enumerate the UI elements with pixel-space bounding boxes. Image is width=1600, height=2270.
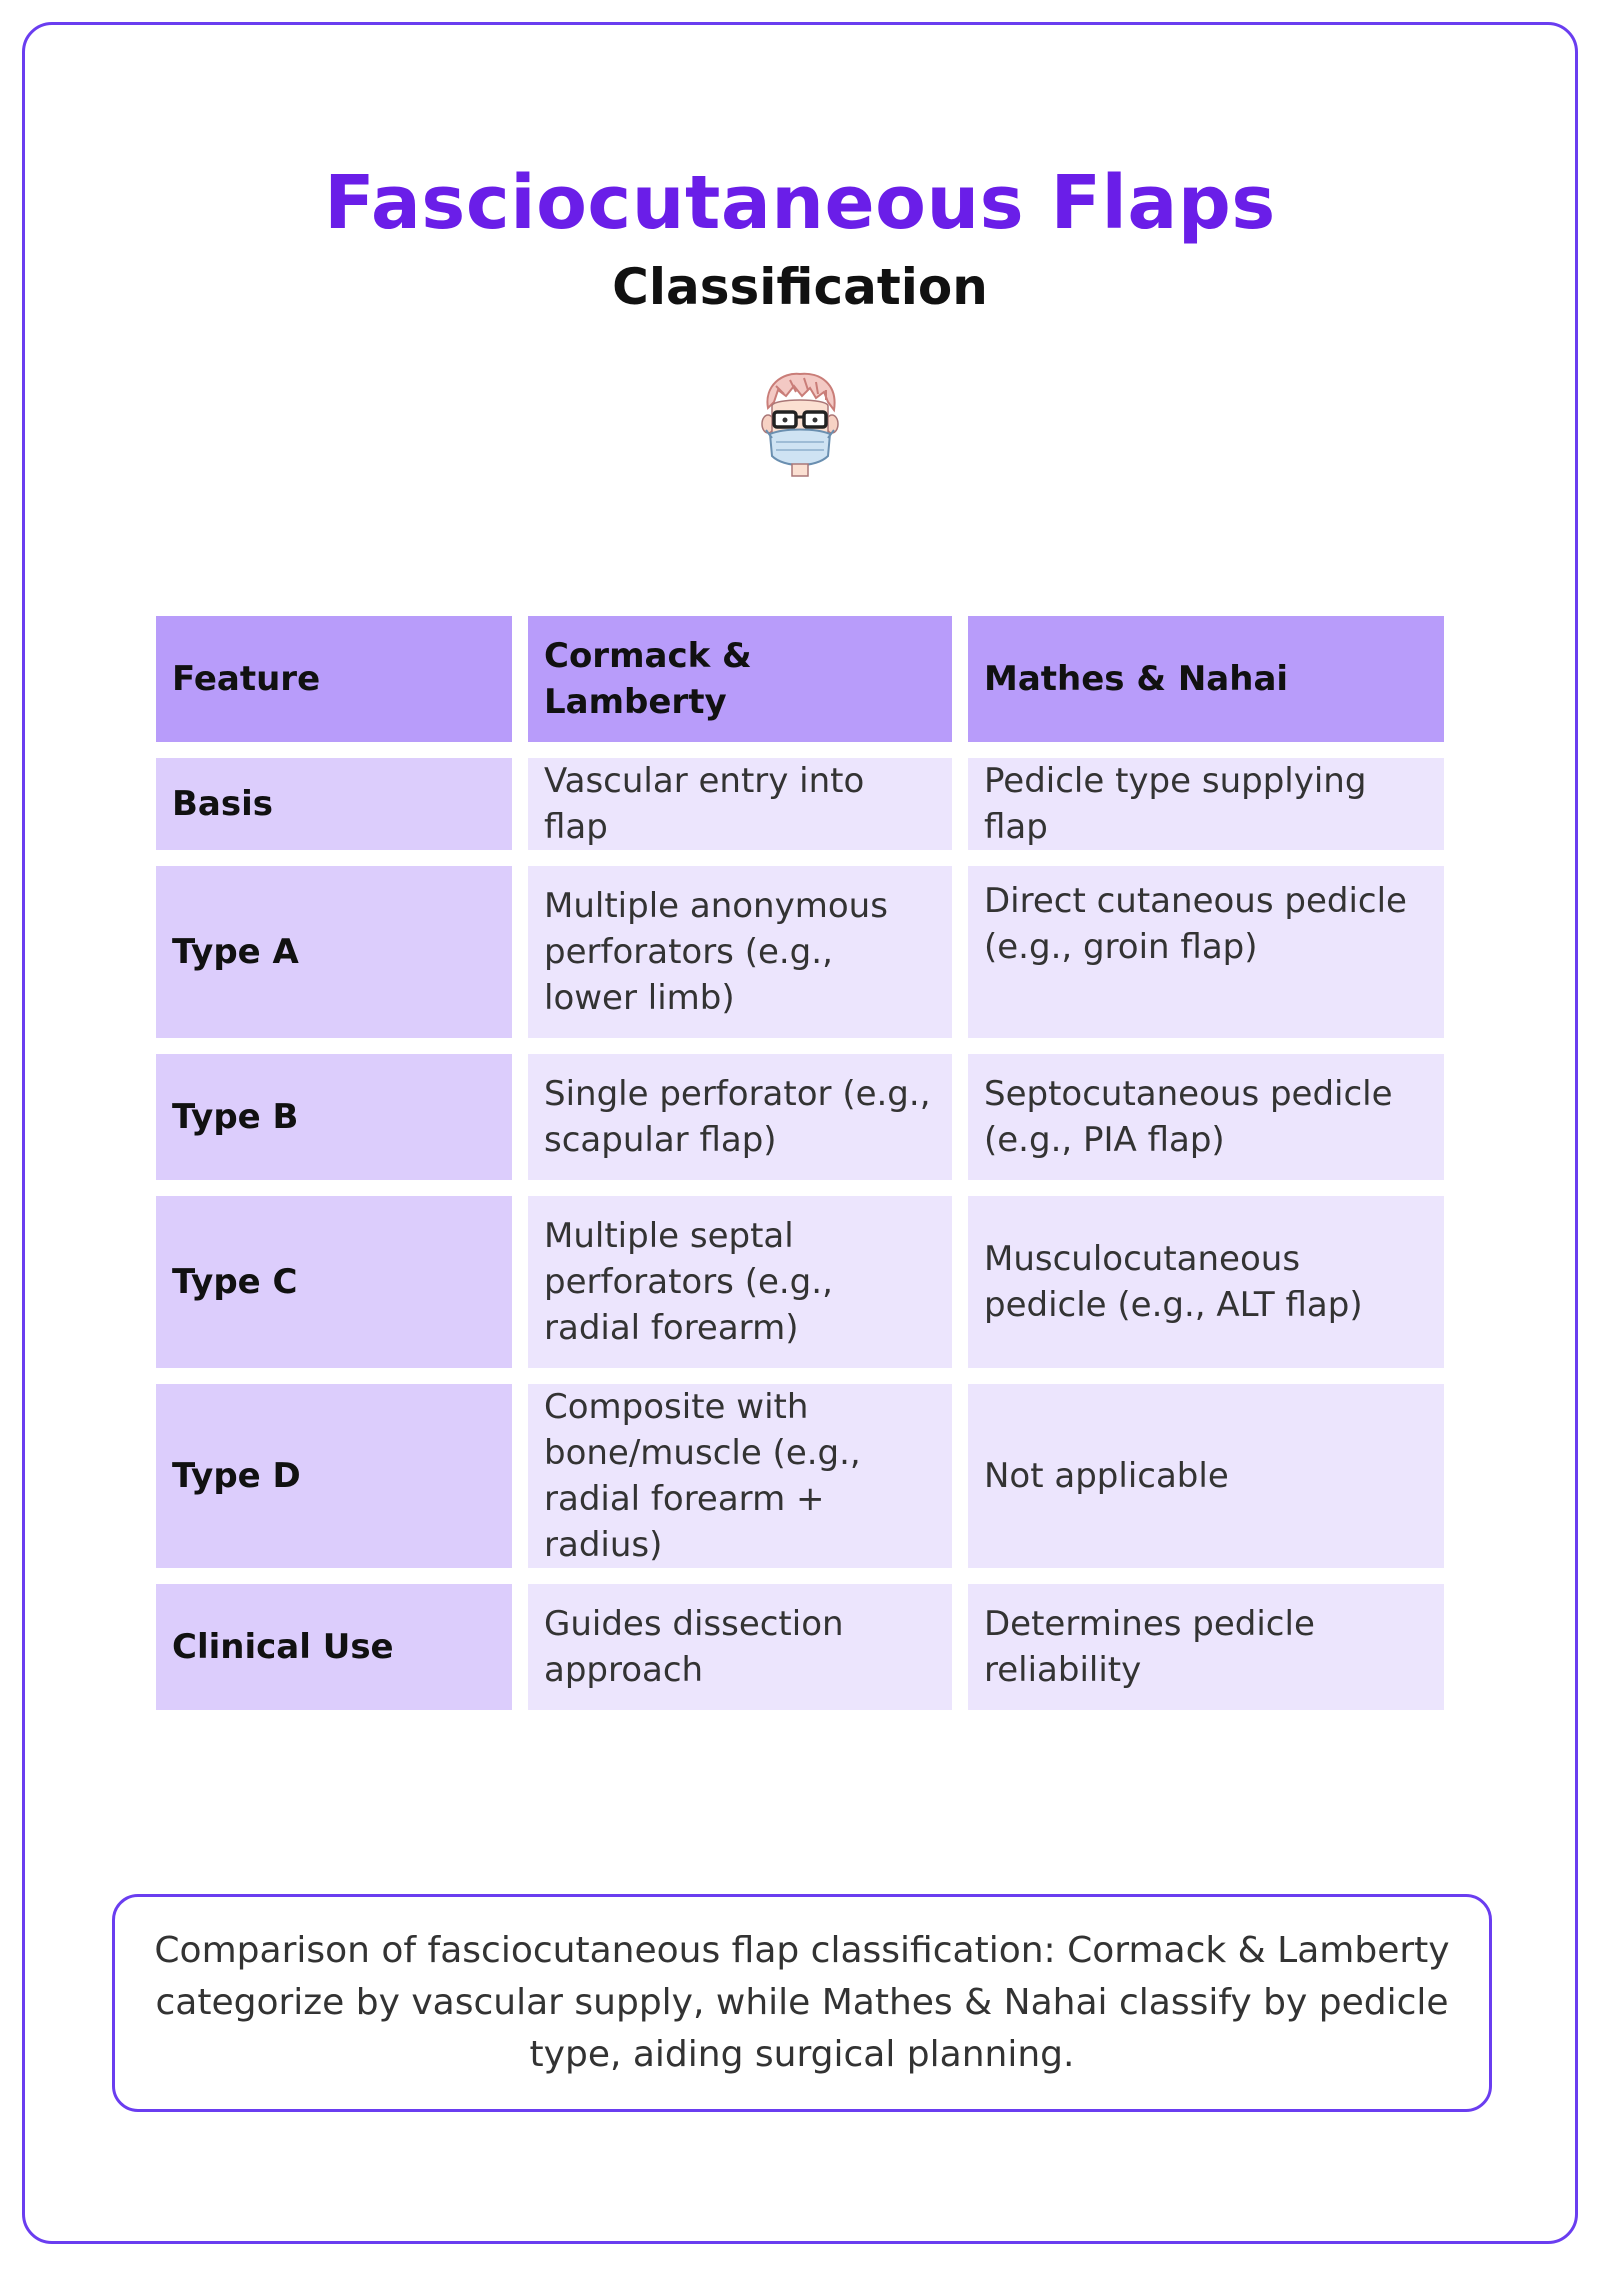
- page-subtitle: Classification: [612, 258, 988, 316]
- row-feature-cell: Basis: [156, 758, 512, 850]
- column-header-cormack-lamberty: Cormack & Lamberty: [528, 616, 952, 742]
- table-row: [156, 1196, 1444, 1368]
- row-cormack-cell: Single perforator (e.g., scapular flap): [528, 1054, 952, 1180]
- row-feature-cell: Type B: [156, 1054, 512, 1180]
- row-feature-cell: Type C: [156, 1196, 512, 1368]
- table-row: [156, 866, 1444, 1038]
- column-header-mathes-nahai: Mathes & Nahai: [968, 616, 1444, 742]
- row-mathes-cell: Determines pedicle reliability: [968, 1584, 1444, 1710]
- table-row: [156, 1584, 1444, 1710]
- table-row: [156, 1054, 1444, 1180]
- row-feature-cell: Type D: [156, 1384, 512, 1568]
- doctor-avatar-with-mask-icon: [754, 368, 846, 480]
- row-mathes-cell: Pedicle type supplying flap: [968, 758, 1444, 850]
- row-mathes-cell: Not applicable: [968, 1384, 1444, 1568]
- row-mathes-cell: Direct cutaneous pedicle (e.g., groin flap): [968, 866, 1444, 1038]
- table-row: [156, 758, 1444, 850]
- row-mathes-cell: Musculocutaneous pedicle (e.g., ALT flap): [968, 1196, 1444, 1368]
- row-feature-cell: Clinical Use: [156, 1584, 512, 1710]
- classification-table: [140, 600, 1460, 1726]
- column-header-feature: Feature: [156, 616, 512, 742]
- row-mathes-cell: Septocutaneous pedicle (e.g., PIA flap): [968, 1054, 1444, 1180]
- table-row: [156, 1384, 1444, 1568]
- table-header-row: [156, 616, 1444, 742]
- row-feature-cell: Type A: [156, 866, 512, 1038]
- row-cormack-cell: Composite with bone/muscle (e.g., radial forearm + radius): [528, 1384, 952, 1568]
- row-cormack-cell: Multiple septal perforators (e.g., radial forearm): [528, 1196, 952, 1368]
- caption-box: [112, 1894, 1492, 2112]
- row-cormack-cell: Multiple anonymous perforators (e.g., lower limb): [528, 866, 952, 1038]
- row-cormack-cell: Vascular entry into flap: [528, 758, 952, 850]
- caption-text: Comparison of fasciocutaneous flap classification: Cormack & Lamberty categorize by vascular supply, while Mathes & Nahai classify by pedicle type, aiding surgical planning.: [154, 1930, 1450, 2075]
- row-cormack-cell: Guides dissection approach: [528, 1584, 952, 1710]
- page-title: Fasciocutaneous Flaps: [324, 160, 1276, 246]
